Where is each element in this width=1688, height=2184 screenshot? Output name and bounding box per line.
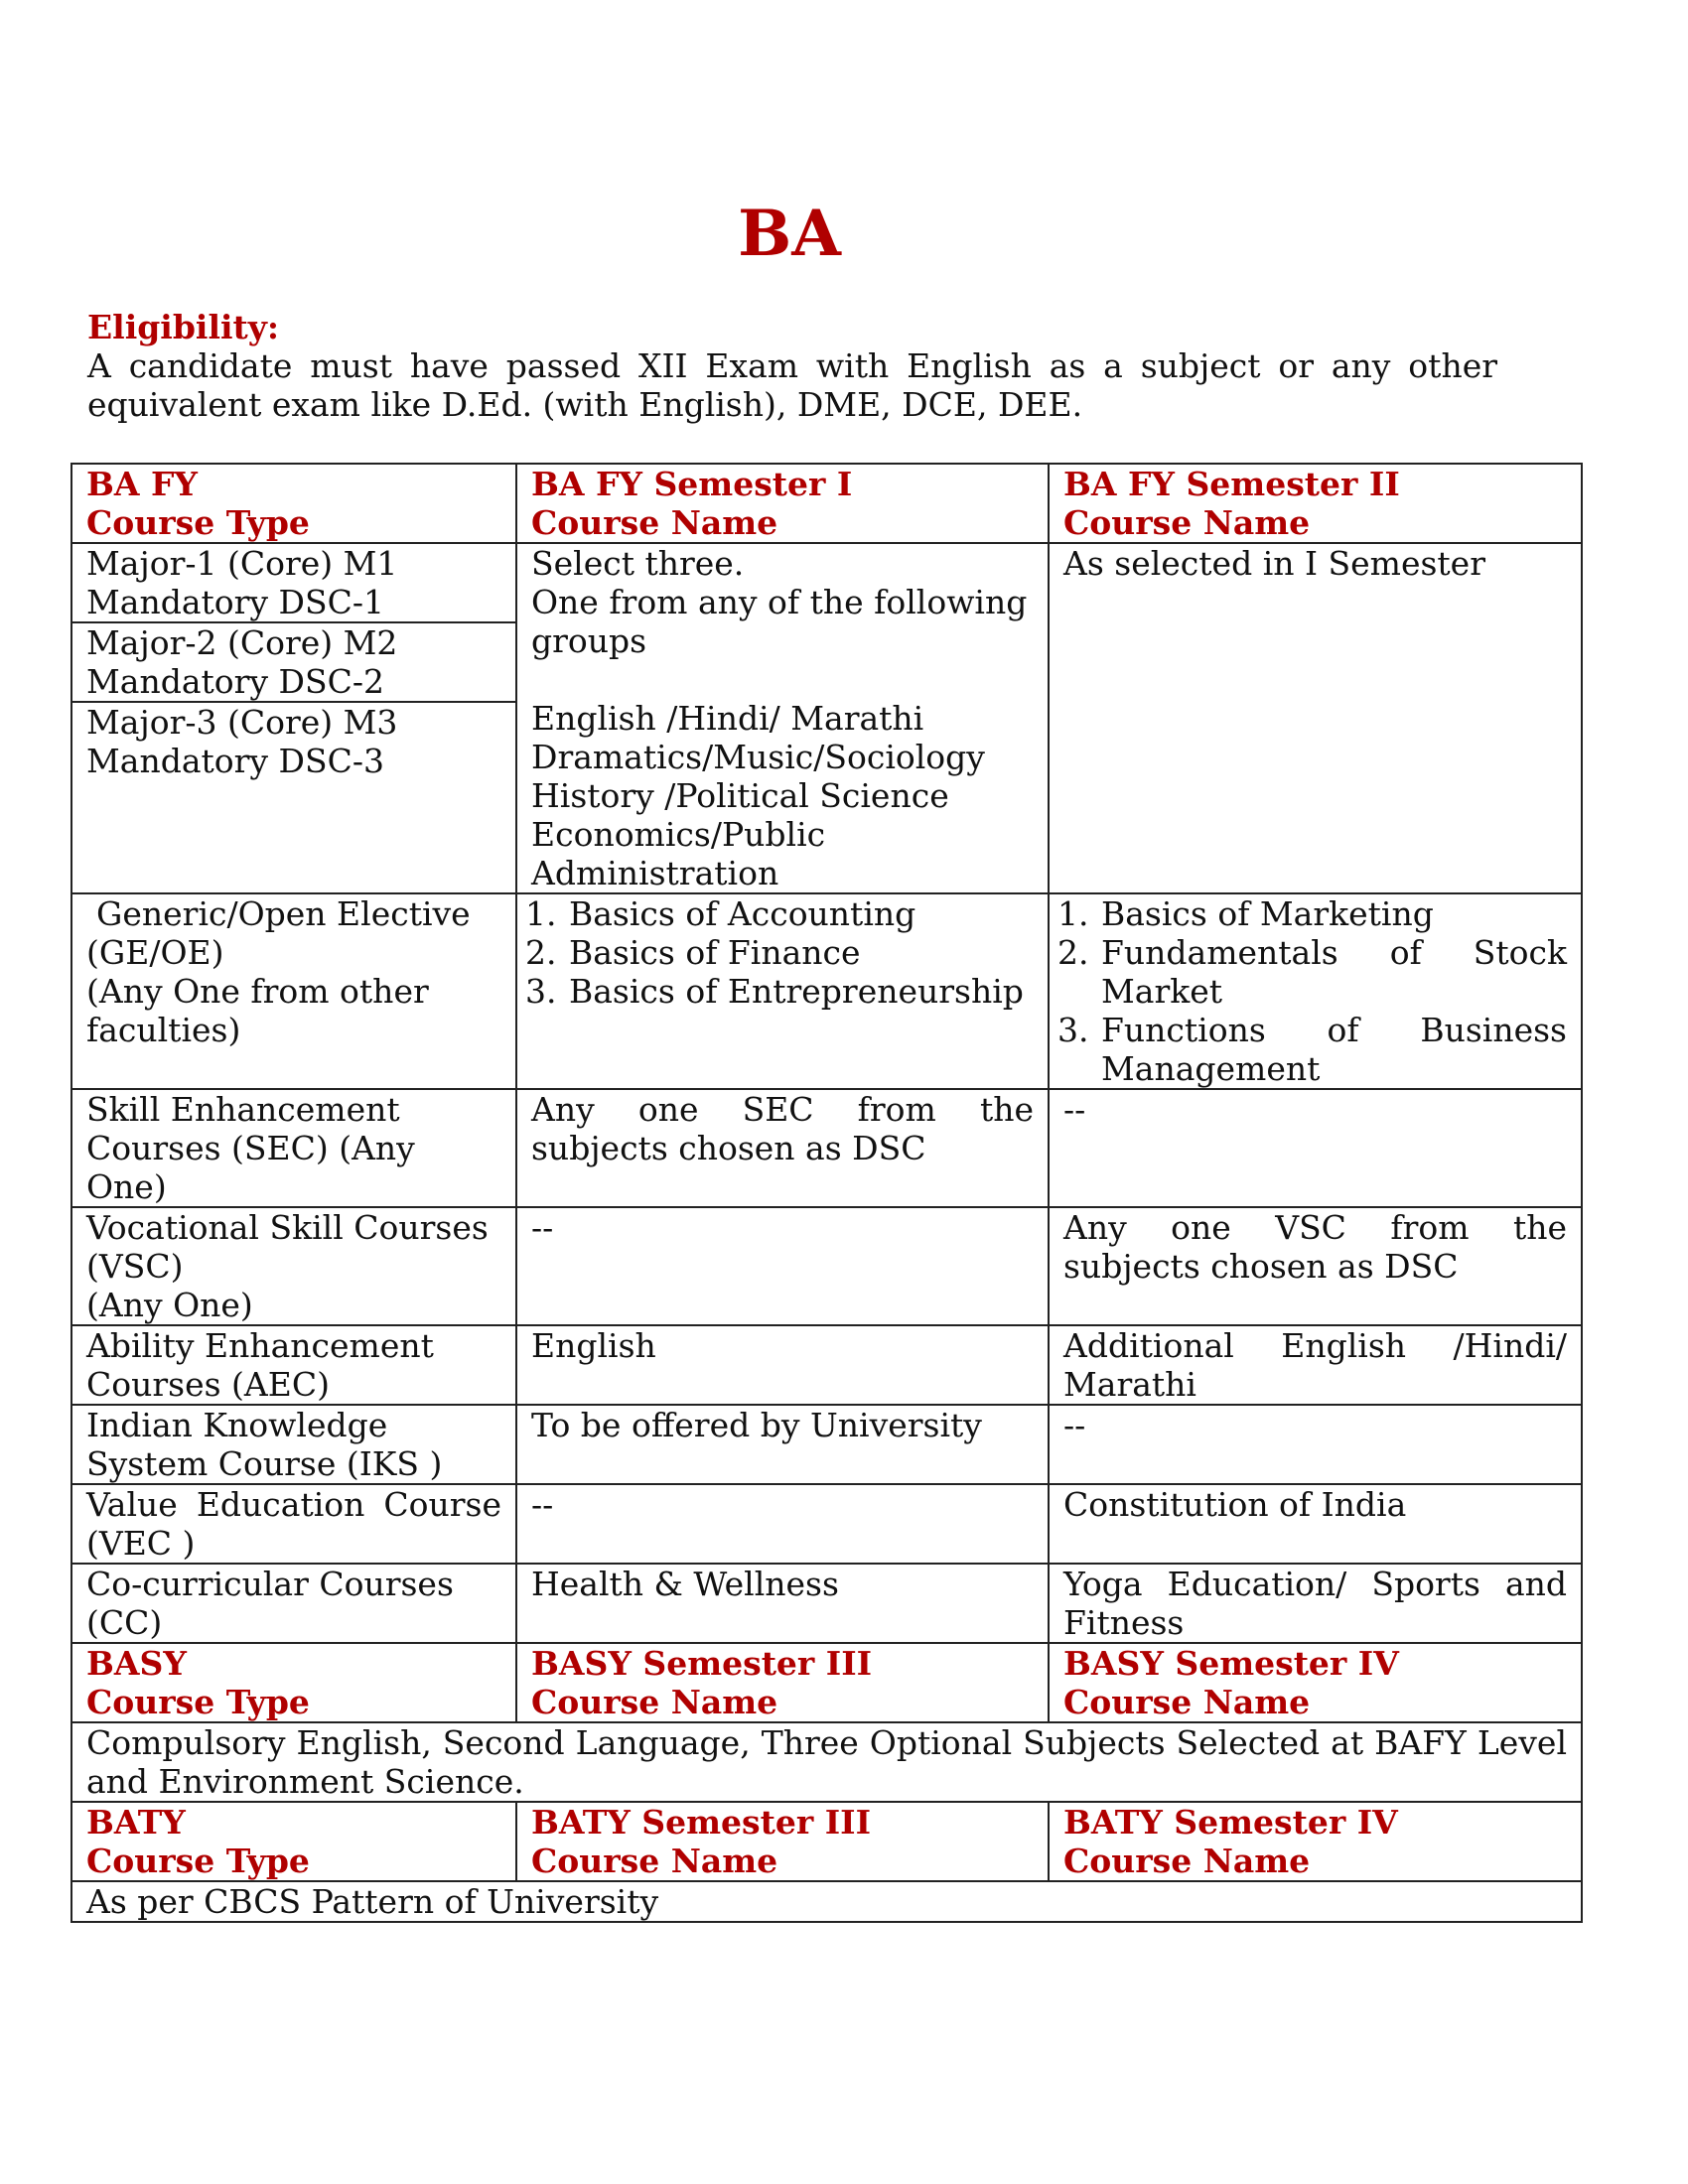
type-line: (GE/OE) <box>86 933 224 972</box>
aec-semester-1: English <box>516 1325 1049 1405</box>
list-item: 3. Basics of Entrepreneurship <box>567 972 1034 1011</box>
header-line: Course Type <box>86 1683 310 1721</box>
ty-content-row <box>71 1881 1582 1922</box>
ty-header-row <box>71 1802 1582 1881</box>
subject-group: History /Political Science <box>531 776 949 815</box>
list-item: 3. Functions of Business Management <box>1099 1011 1567 1088</box>
header-line: Course Name <box>1063 503 1311 542</box>
eligibility-text: A candidate must have passed XII Exam with English as a subject or any other equivalent exam like D.Ed. (with English), DME, DCE, DEE. <box>87 346 1497 424</box>
header-line: Course Name <box>1063 1683 1311 1721</box>
major-type-line: Major-1 (Core) M1 <box>86 544 398 583</box>
ge-oe-sem2-list <box>1063 894 1567 1088</box>
header-line: BA FY Semester II <box>1063 465 1400 503</box>
header-line: Course Name <box>531 503 778 542</box>
vec-semester-2: Constitution of India <box>1049 1484 1582 1564</box>
list-item: 2. Fundamentals of Stock Market <box>1099 933 1567 1011</box>
header-line: BA FY Semester I <box>531 465 853 503</box>
major-types-subtable <box>72 544 515 780</box>
subject-group: Dramatics/Music/Sociology <box>531 738 985 776</box>
iks-row <box>71 1405 1582 1484</box>
major-type-line: Mandatory DSC-1 <box>86 583 385 621</box>
header-line: Course Name <box>531 1842 778 1880</box>
iks-type: Indian Knowledge System Course (IKS ) <box>71 1405 516 1484</box>
cc-semester-1: Health & Wellness <box>516 1564 1049 1643</box>
header-line: BATY Semester III <box>531 1803 872 1842</box>
ge-oe-type <box>71 893 516 1089</box>
fy-header-course-type <box>71 464 516 543</box>
majors-intro-line: Select three. <box>531 544 745 583</box>
header-line: Course Name <box>531 1683 778 1721</box>
page-title: BA <box>738 197 841 271</box>
type-line: Generic/Open Elective <box>96 894 471 933</box>
sy-content-row <box>71 1722 1582 1802</box>
vec-row <box>71 1484 1582 1564</box>
major-type-line: Major-2 (Core) M2 <box>86 623 398 662</box>
sec-semester-2: -- <box>1049 1089 1582 1207</box>
ge-oe-row <box>71 893 1582 1089</box>
major-types-cell <box>71 543 516 893</box>
header-line: BA FY <box>86 465 198 503</box>
header-line: Course Type <box>86 503 310 542</box>
majors-semester-1 <box>516 543 1049 893</box>
sec-row <box>71 1089 1582 1207</box>
ty-content: As per CBCS Pattern of University <box>71 1881 1582 1922</box>
cc-semester-2: Yoga Education/ Sports and Fitness <box>1049 1564 1582 1643</box>
vec-semester-1: -- <box>516 1484 1049 1564</box>
iks-semester-2: -- <box>1049 1405 1582 1484</box>
ty-header-course-type <box>71 1802 516 1881</box>
major-2-type <box>72 622 515 702</box>
vsc-row <box>71 1207 1582 1325</box>
ge-oe-sem1-list <box>531 894 1034 1011</box>
cc-row <box>71 1564 1582 1643</box>
sy-header-semester-3 <box>516 1643 1049 1722</box>
type-line: Vocational Skill Courses (VSC) <box>86 1208 489 1286</box>
majors-row <box>71 543 1582 893</box>
vec-type: Value Education Course (VEC ) <box>71 1484 516 1564</box>
major-type-line: Mandatory DSC-2 <box>86 662 385 701</box>
sy-header-row <box>71 1643 1582 1722</box>
list-item: 1. Basics of Marketing <box>1099 894 1567 933</box>
fy-header-row <box>71 464 1582 543</box>
major-type-line: Mandatory DSC-3 <box>86 742 385 780</box>
vsc-type <box>71 1207 516 1325</box>
subject-group: Economics/Public Administration <box>531 815 826 892</box>
aec-semester-2: Additional English /Hindi/ Marathi <box>1049 1325 1582 1405</box>
sy-header-course-type <box>71 1643 516 1722</box>
header-line: BASY Semester III <box>531 1644 873 1683</box>
header-line: Course Name <box>1063 1842 1311 1880</box>
major-3-type <box>72 702 515 780</box>
ge-oe-semester-1 <box>516 893 1049 1089</box>
ty-header-semester-4 <box>1049 1802 1582 1881</box>
aec-row <box>71 1325 1582 1405</box>
majors-intro-line: One from any of the following groups <box>531 583 1028 660</box>
sec-type: Skill Enhancement Courses (SEC) (Any One) <box>71 1089 516 1207</box>
vsc-semester-1: -- <box>516 1207 1049 1325</box>
ty-header-semester-3 <box>516 1802 1049 1881</box>
sec-semester-1: Any one SEC from the subjects chosen as DSC <box>516 1089 1049 1207</box>
majors-semester-2: As selected in I Semester <box>1049 543 1582 893</box>
ge-oe-semester-2 <box>1049 893 1582 1089</box>
fy-header-semester-2 <box>1049 464 1582 543</box>
type-line: (Any One from other faculties) <box>86 972 429 1049</box>
aec-type: Ability Enhancement Courses (AEC) <box>71 1325 516 1405</box>
fy-header-semester-1 <box>516 464 1049 543</box>
cc-type: Co-curricular Courses (CC) <box>71 1564 516 1643</box>
header-line: BASY Semester IV <box>1063 1644 1399 1683</box>
major-type-line: Major-3 (Core) M3 <box>86 703 398 742</box>
major-1-type <box>72 544 515 622</box>
sy-content: Compulsory English, Second Language, Three Optional Subjects Selected at BAFY Level and Environment Science. <box>71 1722 1582 1802</box>
list-item: 2. Basics of Finance <box>567 933 1034 972</box>
subject-group: English /Hindi/ Marathi <box>531 699 924 738</box>
sy-header-semester-4 <box>1049 1643 1582 1722</box>
header-line: BATY <box>86 1803 186 1842</box>
header-line: BASY <box>86 1644 187 1683</box>
header-line: Course Type <box>86 1842 310 1880</box>
header-line: BATY Semester IV <box>1063 1803 1398 1842</box>
vsc-semester-2: Any one VSC from the subjects chosen as DSC <box>1049 1207 1582 1325</box>
list-item: 1. Basics of Accounting <box>567 894 1034 933</box>
eligibility-heading: Eligibility: <box>87 308 280 346</box>
course-structure-table <box>70 463 1583 1923</box>
type-line: (Any One) <box>86 1286 253 1324</box>
iks-semester-1: To be offered by University <box>516 1405 1049 1484</box>
